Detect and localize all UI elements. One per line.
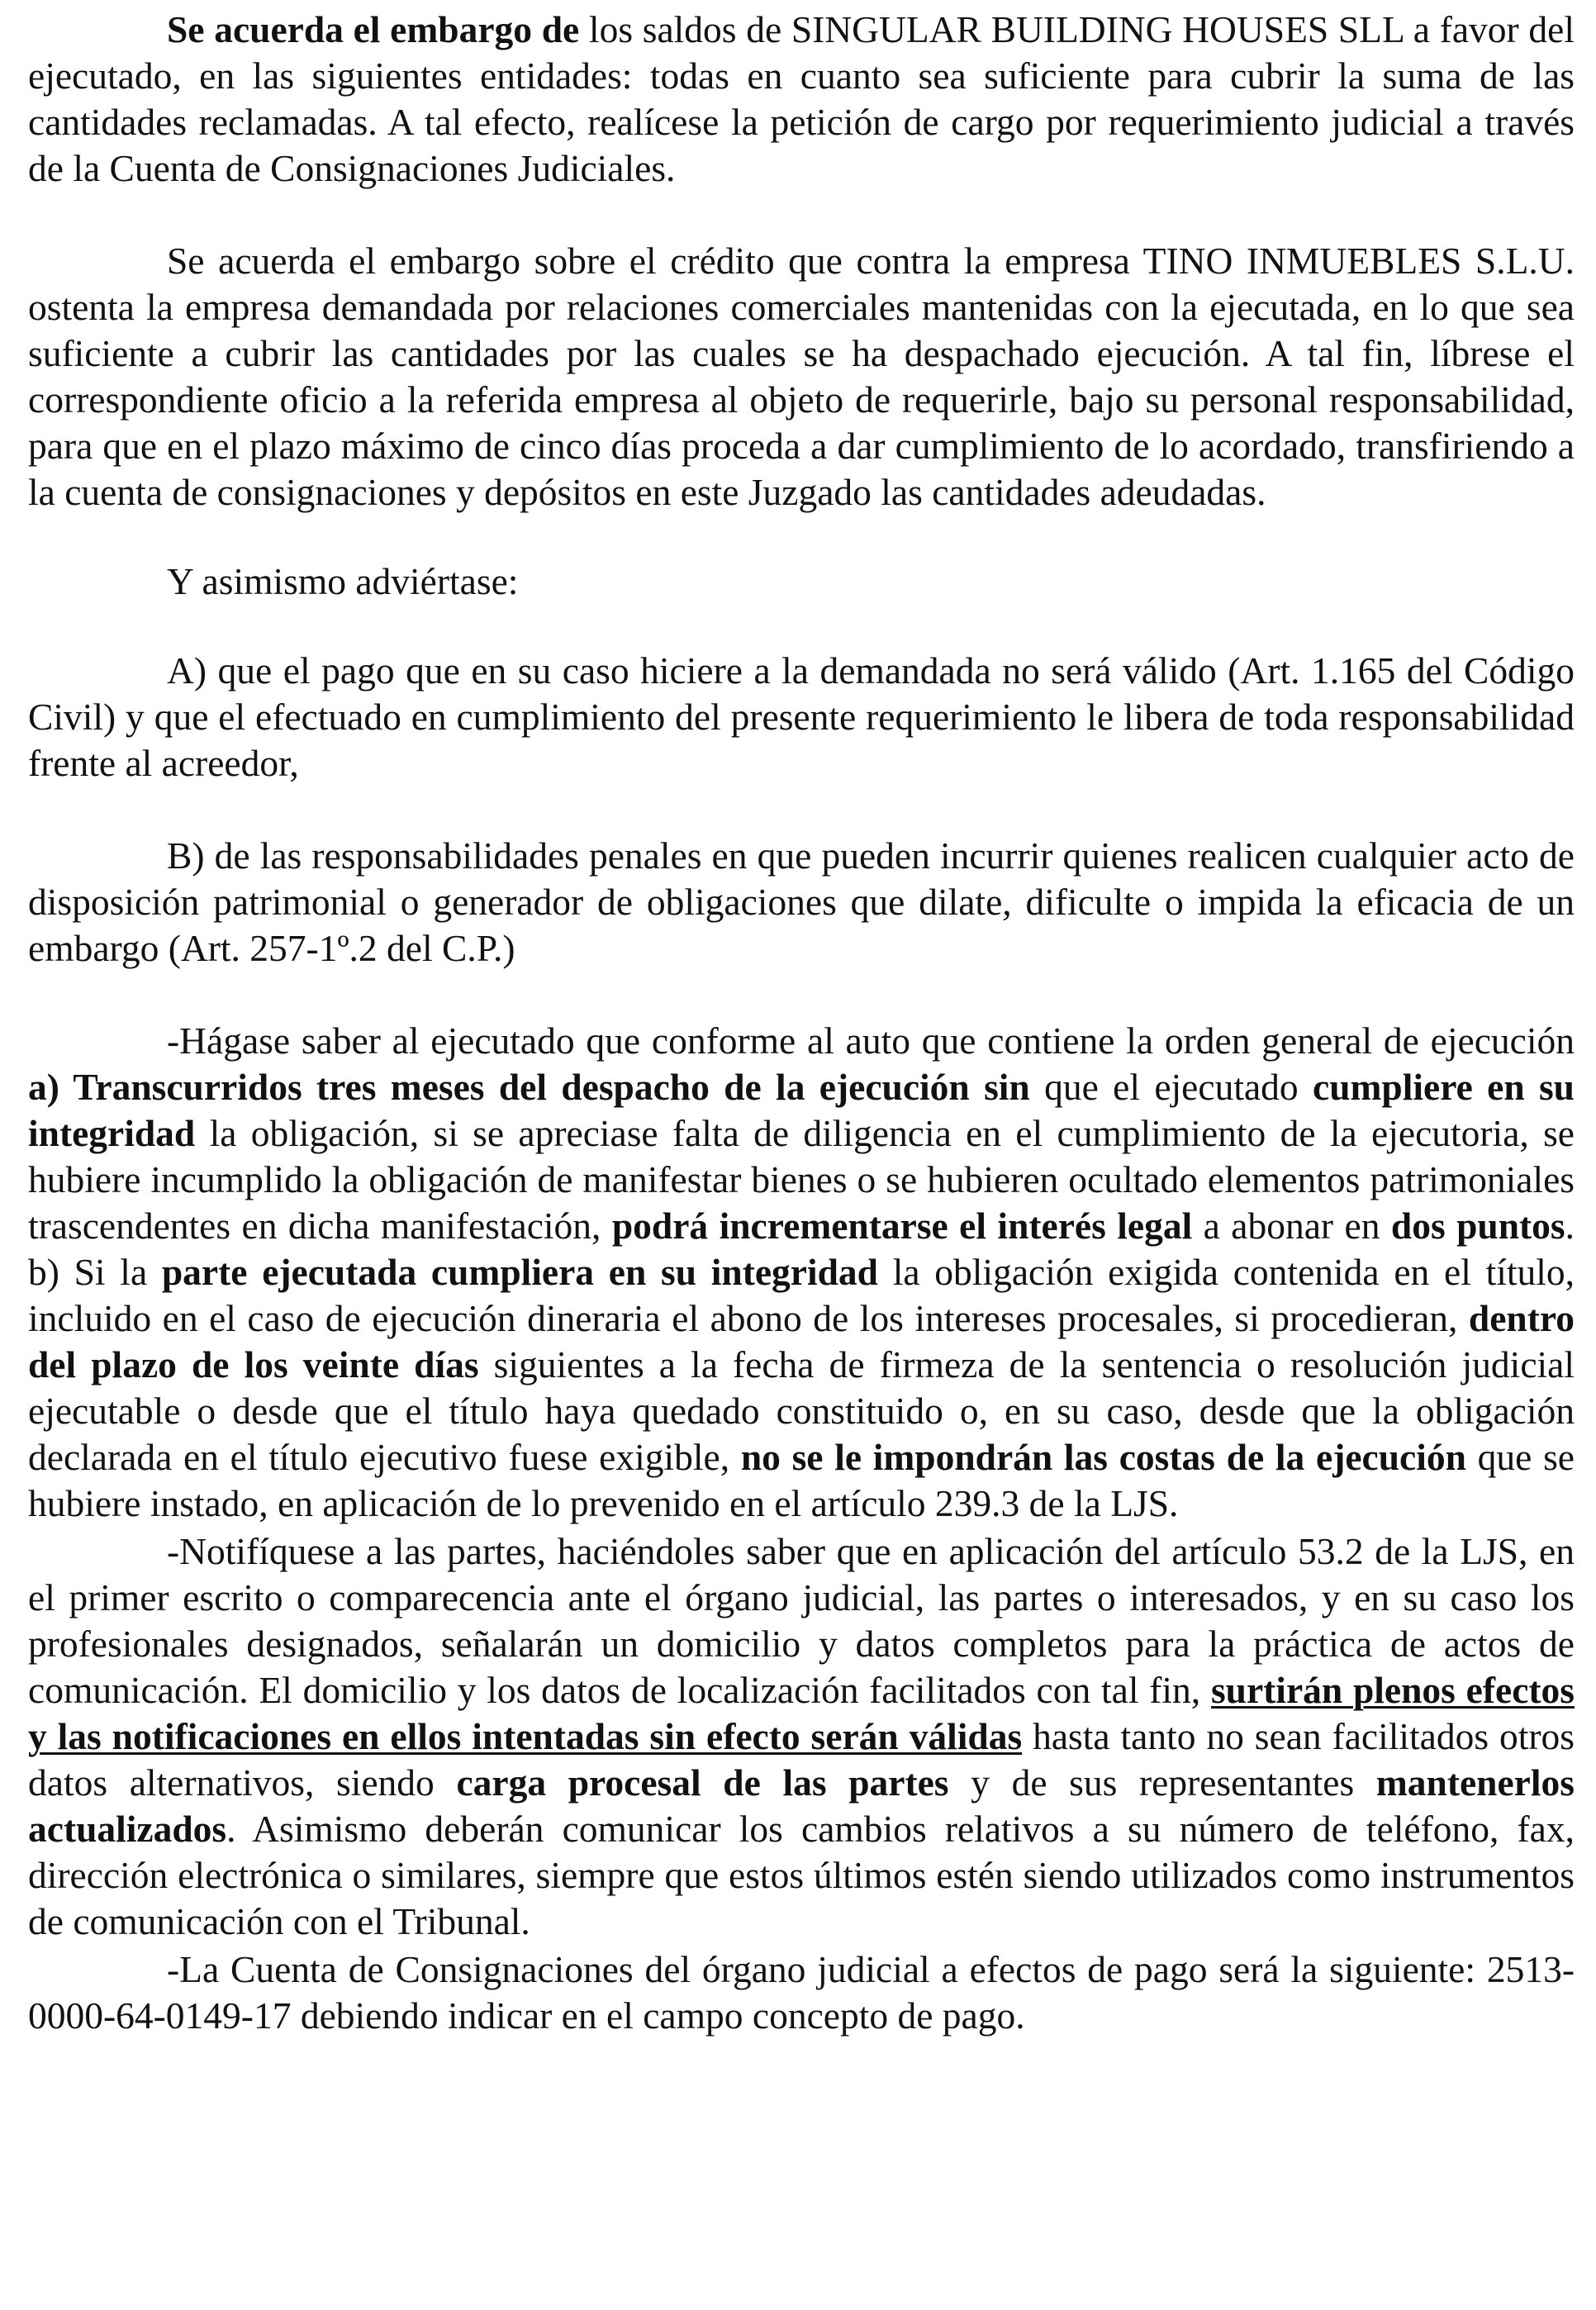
paragraph-text: y de sus representantes	[948, 1761, 1376, 1804]
paragraph-text: a abonar en	[1192, 1205, 1391, 1247]
paragraph-notificacion	[28, 1528, 1575, 1945]
paragraph-advertencia-b: B) de las responsabilidades penales en que pueden incurrir quienes realicen cualquier acto de disposición patrimonial o generador de obligaciones que dilate, dificulte o impida la eficacia de un embargo (Art. 257-1º.2 del C.P.)	[28, 834, 1575, 969]
paragraph-text: que el ejecutado	[1029, 1066, 1313, 1108]
paragraph-text: siguientes a la fecha de firmeza de la sentencia o resolución judicial ejecutable o desde que el título haya quedado constituido o, en su caso, desde que la obligación declarada en el título ejecutivo fuese exigible,	[28, 1343, 1575, 1478]
underlined-bold-phrase: surtirán plenos efectos y las notificaciones en ellos intentadas sin efecto serán válidas	[28, 1669, 1575, 1757]
paragraph-advertencia-a: A) que el pago que en su caso hiciere a la demandada no será válido (Art. 1.165 del Código Civil) y que el efectuado en cumplimiento del presente requerimiento le libera de toda responsabilidad frente al acreedor,	[28, 649, 1575, 784]
paragraph-text: la obligación, si se apreciase falta de diligencia en el cumplimiento de la ejecutoria, se hubiere incumplido la obligación de manifestar bienes o se hubieren ocultado elementos patrimoniales trascendentes en dicha manifestación,	[28, 1112, 1575, 1247]
paragraph-text: hasta tanto no sean facilitados otros datos alternativos, siendo	[28, 1715, 1575, 1804]
document-page	[28, 7, 1575, 2039]
bold-phrase: podrá incrementarse el interés legal	[611, 1205, 1193, 1247]
bold-phrase: dentro del plazo de los veinte días	[28, 1297, 1575, 1386]
paragraph-text: . Asimismo deberán comunicar los cambios relativos a su número de teléfono, fax, dirección electrónica o similares, siempre que estos últimos estén siendo utilizados como instrumentos de comunicación con el Tribunal.	[28, 1808, 1575, 1942]
paragraph-orden-ejecucion	[28, 1018, 1575, 1527]
bold-phrase: cumpliere en su integridad	[28, 1066, 1575, 1154]
bold-phrase: carga procesal de las partes	[456, 1761, 949, 1804]
paragraph-text: -Hágase saber al ejecutado que conforme al auto que contiene la orden general de ejecución	[167, 1020, 1575, 1062]
paragraph-cuenta-consignaciones: -La Cuenta de Consignaciones del órgano judicial a efectos de pago será la siguiente: 2513-0000-64-0149-17 debiendo indicar en el campo concepto de pago.	[28, 1948, 1575, 2037]
paragraph-embargo-saldos	[28, 7, 1575, 192]
paragraph-text: que se hubiere instado, en aplicación de lo prevenido en el artículo 239.3 de la LJS.	[28, 1436, 1575, 1524]
bold-phrase: Se acuerda el embargo de	[167, 8, 580, 50]
bold-phrase: no se le impondrán las costas de la ejecución	[740, 1436, 1466, 1478]
bold-phrase: dos puntos	[1390, 1205, 1565, 1247]
paragraph-text: . b) Si la	[28, 1205, 1575, 1293]
bold-phrase: a) Transcurridos tres meses del despacho de la ejecución sin	[28, 1066, 1030, 1108]
bold-phrase: parte ejecutada cumpliera en su integridad	[161, 1251, 878, 1293]
paragraph-advertencia-intro: Y asimismo adviértase:	[167, 560, 519, 602]
paragraph-text: la obligación exigida contenida en el título, incluido en el caso de ejecución dineraria el abono de los intereses procesales, si procedieran,	[28, 1251, 1575, 1339]
paragraph-text: los saldos de SINGULAR BUILDING HOUSES SLL a favor del ejecutado, en las siguientes entidades: todas en cuanto sea suficiente para cubrir la suma de las cantidades reclamadas. A tal efecto, realícese la petición de cargo por requerimiento judicial a través de la Cuenta de Consignaciones Judiciales.	[28, 8, 1575, 189]
paragraph-embargo-credito: Se acuerda el embargo sobre el crédito que contra la empresa TINO INMUEBLES S.L.U. ostenta la empresa demandada por relaciones comerciales mantenidas con la ejecutada, en lo que sea suficiente a cubrir las cantidades por las cuales se ha despachado ejecución. A tal fin, líbrese el correspondiente oficio a la referida empresa al objeto de requerirle, bajo su personal responsabilidad, para que en el plazo máximo de cinco días proceda a dar cumplimiento de lo acordado, transfiriendo a la cuenta de consignaciones y depósitos en este Juzgado las cantidades adeudadas.	[28, 240, 1575, 513]
bold-phrase: mantenerlos actualizados	[28, 1761, 1575, 1850]
paragraph-text: -Notifíquese a las partes, haciéndoles saber que en aplicación del artículo 53.2 de la LJS, en el primer escrito o comparecencia ante el órgano judicial, las partes o interesados, y en su caso los profesionales designados, señalarán un domicilio y datos completos para la práctica de actos de comunicación. El domicilio y los datos de localización facilitados con tal fin,	[28, 1530, 1575, 1711]
